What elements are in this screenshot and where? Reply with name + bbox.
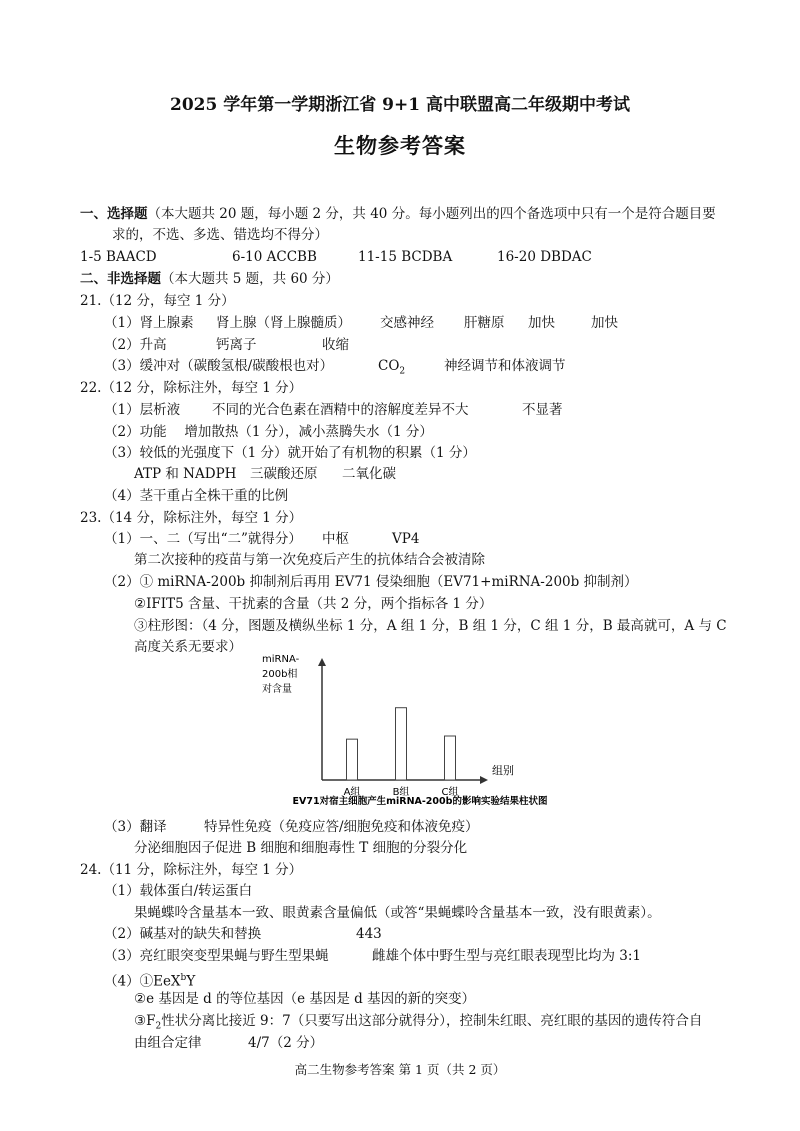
genotype-superscript: b	[180, 973, 187, 983]
q24-4b: ②e 基因是 d 的等位基因（e 基因是 d 基因的新的突变）	[134, 991, 476, 1007]
q24-4c	[134, 1012, 702, 1036]
section2-heading: 二、非选择题	[80, 271, 161, 287]
q21-1-c: 交感神经	[380, 315, 434, 331]
q22-3: （3）较低的光强度下（1 分）就开始了有机物的积累（1 分）	[104, 445, 476, 461]
x-axis-arrow	[480, 776, 488, 784]
y-label-line: miRNA-	[262, 654, 300, 665]
q22-heading: 22.（12 分，除标注外，每空 1 分）	[80, 380, 303, 396]
y-label-line: 对含量	[262, 684, 292, 695]
section2-desc: （本大题共 5 题，共 60 分）	[161, 271, 339, 287]
q24-4d-a: 由组合定律	[134, 1035, 202, 1051]
section2-header	[80, 270, 339, 288]
q24-4d-b: 4/7（2 分）	[248, 1035, 324, 1051]
q24-4a	[104, 969, 195, 991]
q21-2-c: 收缩	[322, 337, 349, 353]
q21-1-d: 肝糖原	[464, 315, 505, 331]
q21-1-a: （1）肾上腺素	[104, 315, 194, 331]
co2-subscript: 2	[399, 366, 406, 377]
bar-chart	[260, 650, 580, 810]
q22-2: （2）功能 增加散热（1 分），减小蒸腾失水（1 分）	[104, 424, 433, 440]
mc-answers-16-20: 16-20 DBDAC	[497, 249, 592, 265]
chart-title: EV71对宿主细胞产生miRNA-200b的影响实验结果柱状图	[292, 796, 548, 807]
f2-text: ③F	[134, 1013, 156, 1029]
q22-3b-b: 三碳酸还原	[250, 466, 318, 482]
mc-answers-1-5: 1-5 BAACD	[80, 249, 157, 265]
q24-3-a: （3）亮红眼突变型果蝇与野生型果蝇	[104, 948, 329, 964]
q23-1b: 第二次接种的疫苗与第一次免疫后产生的抗体结合会被清除	[134, 552, 485, 568]
q23-2a: （2）① miRNA-200b 抑制剂后再用 EV71 侵染细胞（EV71+miRNA-200b 抑制剂）	[104, 574, 638, 590]
q22-3b-a: ATP 和 NADPH	[134, 466, 237, 482]
q21-heading: 21.（12 分，每空 1 分）	[80, 293, 235, 309]
x-tick-label: A组	[343, 787, 361, 798]
q22-1-a: （1）层析液	[104, 402, 181, 418]
q21-1-f: 加快	[591, 315, 618, 331]
q23-1-c: VP4	[392, 531, 420, 547]
q24-3-b: 雌雄个体中野生型与亮红眼表现型比均为 3:1	[372, 948, 642, 964]
section1-desc	[80, 205, 716, 223]
q21-3-a: （3）缓冲对（碳酸氢根/碳酸根也对）	[104, 358, 334, 374]
q23-3-b: 特异性免疫（免疫应答/细胞免疫和体液免疫）	[204, 819, 479, 835]
q23-2c: ③柱形图：（4 分，图题及横纵坐标 1 分，A 组 1 分，B 组 1 分，C 组 1 分，B 最高就可，A 与 C	[134, 618, 727, 634]
q23-1-a: （1）一、二（写出“二”就得分）	[104, 531, 302, 547]
y-label-line: 200b相	[262, 669, 298, 680]
mc-answers-6-10: 6-10 ACCBB	[232, 249, 317, 265]
co2-text: CO	[378, 358, 400, 374]
q23-3-a: （3）翻译	[104, 819, 167, 835]
q21-3-co2	[378, 357, 405, 381]
f2-subscript: 2	[155, 1021, 162, 1032]
q21-2-a: （2）升高	[104, 337, 167, 353]
q23-2d: 高度关系无要求）	[134, 639, 242, 655]
bar-1	[347, 739, 358, 780]
mc-answers-11-15: 11-15 BCDBA	[358, 249, 453, 265]
chart-y-label	[262, 654, 300, 695]
q21-2-b: 钙离子	[216, 337, 257, 353]
q23-heading: 23.（14 分，除标注外，每空 1 分）	[80, 510, 303, 526]
exam-title: 2025 学年第一学期浙江省 9+1 高中联盟高二年级期中考试	[170, 95, 630, 115]
q22-1-b: 不同的光合色素在酒精中的溶解度差异不大	[212, 402, 469, 418]
answer-key-title: 生物参考答案	[334, 133, 466, 158]
q22-1-c: 不显著	[522, 402, 563, 418]
section1-desc-line2: 求的，不选、多选、错选均不得分）	[112, 227, 328, 243]
page-footer: 高二生物参考答案 第 1 页（共 2 页）	[294, 1062, 506, 1077]
q24-heading: 24.（11 分，除标注外，每空 1 分）	[80, 862, 303, 878]
x-tick-label: B组	[392, 787, 410, 798]
section1-desc-line1: （本大题共 20 题，每小题 2 分，共 40 分。每小题列出的四个备选项中只有一个是符合题目要	[147, 206, 716, 222]
q21-3-c: 神经调节和体液调节	[444, 358, 566, 374]
q23-2b: ②IFIT5 含量、干扰素的含量（共 2 分，两个指标各 1 分）	[134, 596, 493, 612]
chart-x-label: 组别	[492, 764, 514, 777]
q24-2-b: 443	[356, 926, 382, 942]
bar-3	[445, 736, 456, 780]
x-tick-label: C组	[441, 787, 459, 798]
genotype-y: Y	[186, 973, 196, 990]
q24-1b: 果蝇蝶呤含量基本一致、眼黄素含量偏低（或答“果蝇蝶呤含量基本一致，没有眼黄素）。	[134, 905, 661, 921]
q21-1-e: 加快	[528, 315, 555, 331]
genotype-text: （4）①EeX	[104, 973, 181, 990]
q24-2-a: （2）碱基对的缺失和替换	[104, 926, 262, 942]
q22-3b-c: 二氧化碳	[342, 466, 396, 482]
y-axis-arrow	[318, 658, 326, 666]
bar-2	[396, 708, 407, 780]
f2-ratio-text: 性状分离比接近 9：7（只要写出这部分就得分），控制朱红眼、亮红眼的基因的遗传符合自	[161, 1013, 703, 1029]
q23-3b: 分泌细胞因子促进 B 细胞和细胞毒性 T 细胞的分裂分化	[134, 840, 468, 856]
section1-heading: 一、选择题	[80, 206, 148, 222]
q21-1-b: 肾上腺（肾上腺髓质）	[216, 315, 351, 331]
q24-1: （1）载体蛋白/转运蛋白	[104, 883, 253, 899]
q22-4: （4）茎干重占全株干重的比例	[104, 488, 289, 504]
q23-1-b: 中枢	[322, 531, 349, 547]
